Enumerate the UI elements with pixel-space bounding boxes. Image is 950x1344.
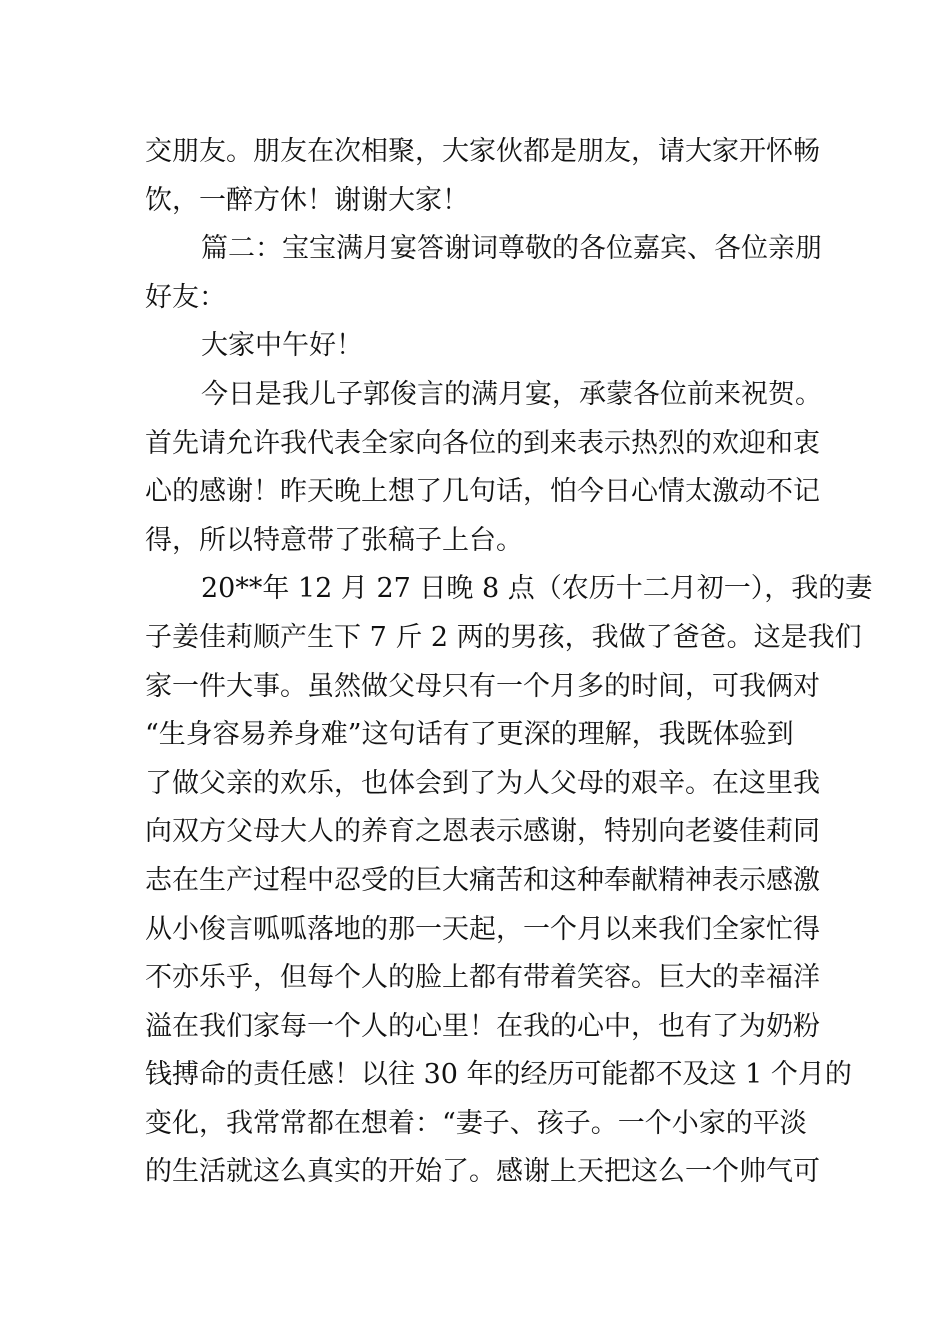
text-line: 家一件大事。虽然做父母只有一个月多的时间，可我俩对 bbox=[145, 670, 820, 702]
document-body bbox=[145, 128, 873, 1197]
text-line: 从小俊言呱呱落地的那一天起，一个月以来我们全家忙得 bbox=[145, 913, 820, 945]
text-line: 志在生产过程中忍受的巨大痛苦和这种奉献精神表示感激 bbox=[145, 864, 820, 896]
text-line: 交朋友。朋友在次相聚，大家伙都是朋友，请大家开怀畅 bbox=[145, 136, 820, 167]
text-line: 钱搏命的责任感！以往 30 年的经历可能都不及这 1 个月的 bbox=[145, 1059, 852, 1091]
text-line: 心的感谢！昨天晚上想了几句话，怕今日心情太激动不记 bbox=[145, 476, 820, 508]
text-line: 的生活就这么真实的开始了。感谢上天把这么一个帅气可 bbox=[145, 1156, 820, 1188]
text-line: 大家中午好！ bbox=[201, 330, 363, 362]
text-line: 得，所以特意带了张稿子上台。 bbox=[145, 524, 523, 556]
text-line: 不亦乐乎，但每个人的脸上都有带着笑容。巨大的幸福洋 bbox=[145, 962, 820, 994]
text-line: 向双方父母大人的养育之恩表示感谢，特别向老婆佳莉同 bbox=[145, 816, 820, 848]
text-line: “生身容易养身难”这句话有了更深的理解，我既体验到 bbox=[145, 719, 794, 751]
text-line: 了做父亲的欢乐，也体会到了为人父母的艰辛。在这里我 bbox=[145, 767, 820, 799]
text-line: 溢在我们家每一个人的心里！在我的心中，也有了为奶粉 bbox=[145, 1010, 820, 1042]
text-line: 饮，一醉方休！谢谢大家！ bbox=[145, 184, 469, 216]
text-line: 变化，我常常都在想着：“妻子、孩子。一个小家的平淡 bbox=[145, 1107, 807, 1139]
text-line: 20**年 12 月 27 日晚 8 点（农历十二月初一），我的妻 bbox=[201, 573, 873, 605]
text-line: 篇二：宝宝满月宴答谢词尊敬的各位嘉宾、各位亲朋 bbox=[201, 233, 822, 265]
text-line: 首先请允许我代表全家向各位的到来表示热烈的欢迎和衷 bbox=[145, 427, 820, 459]
text-line: 好友： bbox=[145, 281, 226, 313]
text-line: 子姜佳莉顺产生下 7 斤 2 两的男孩，我做了爸爸。这是我们 bbox=[145, 621, 862, 653]
text-line: 今日是我儿子郭俊言的满月宴，承蒙各位前来祝贺。 bbox=[201, 378, 822, 410]
